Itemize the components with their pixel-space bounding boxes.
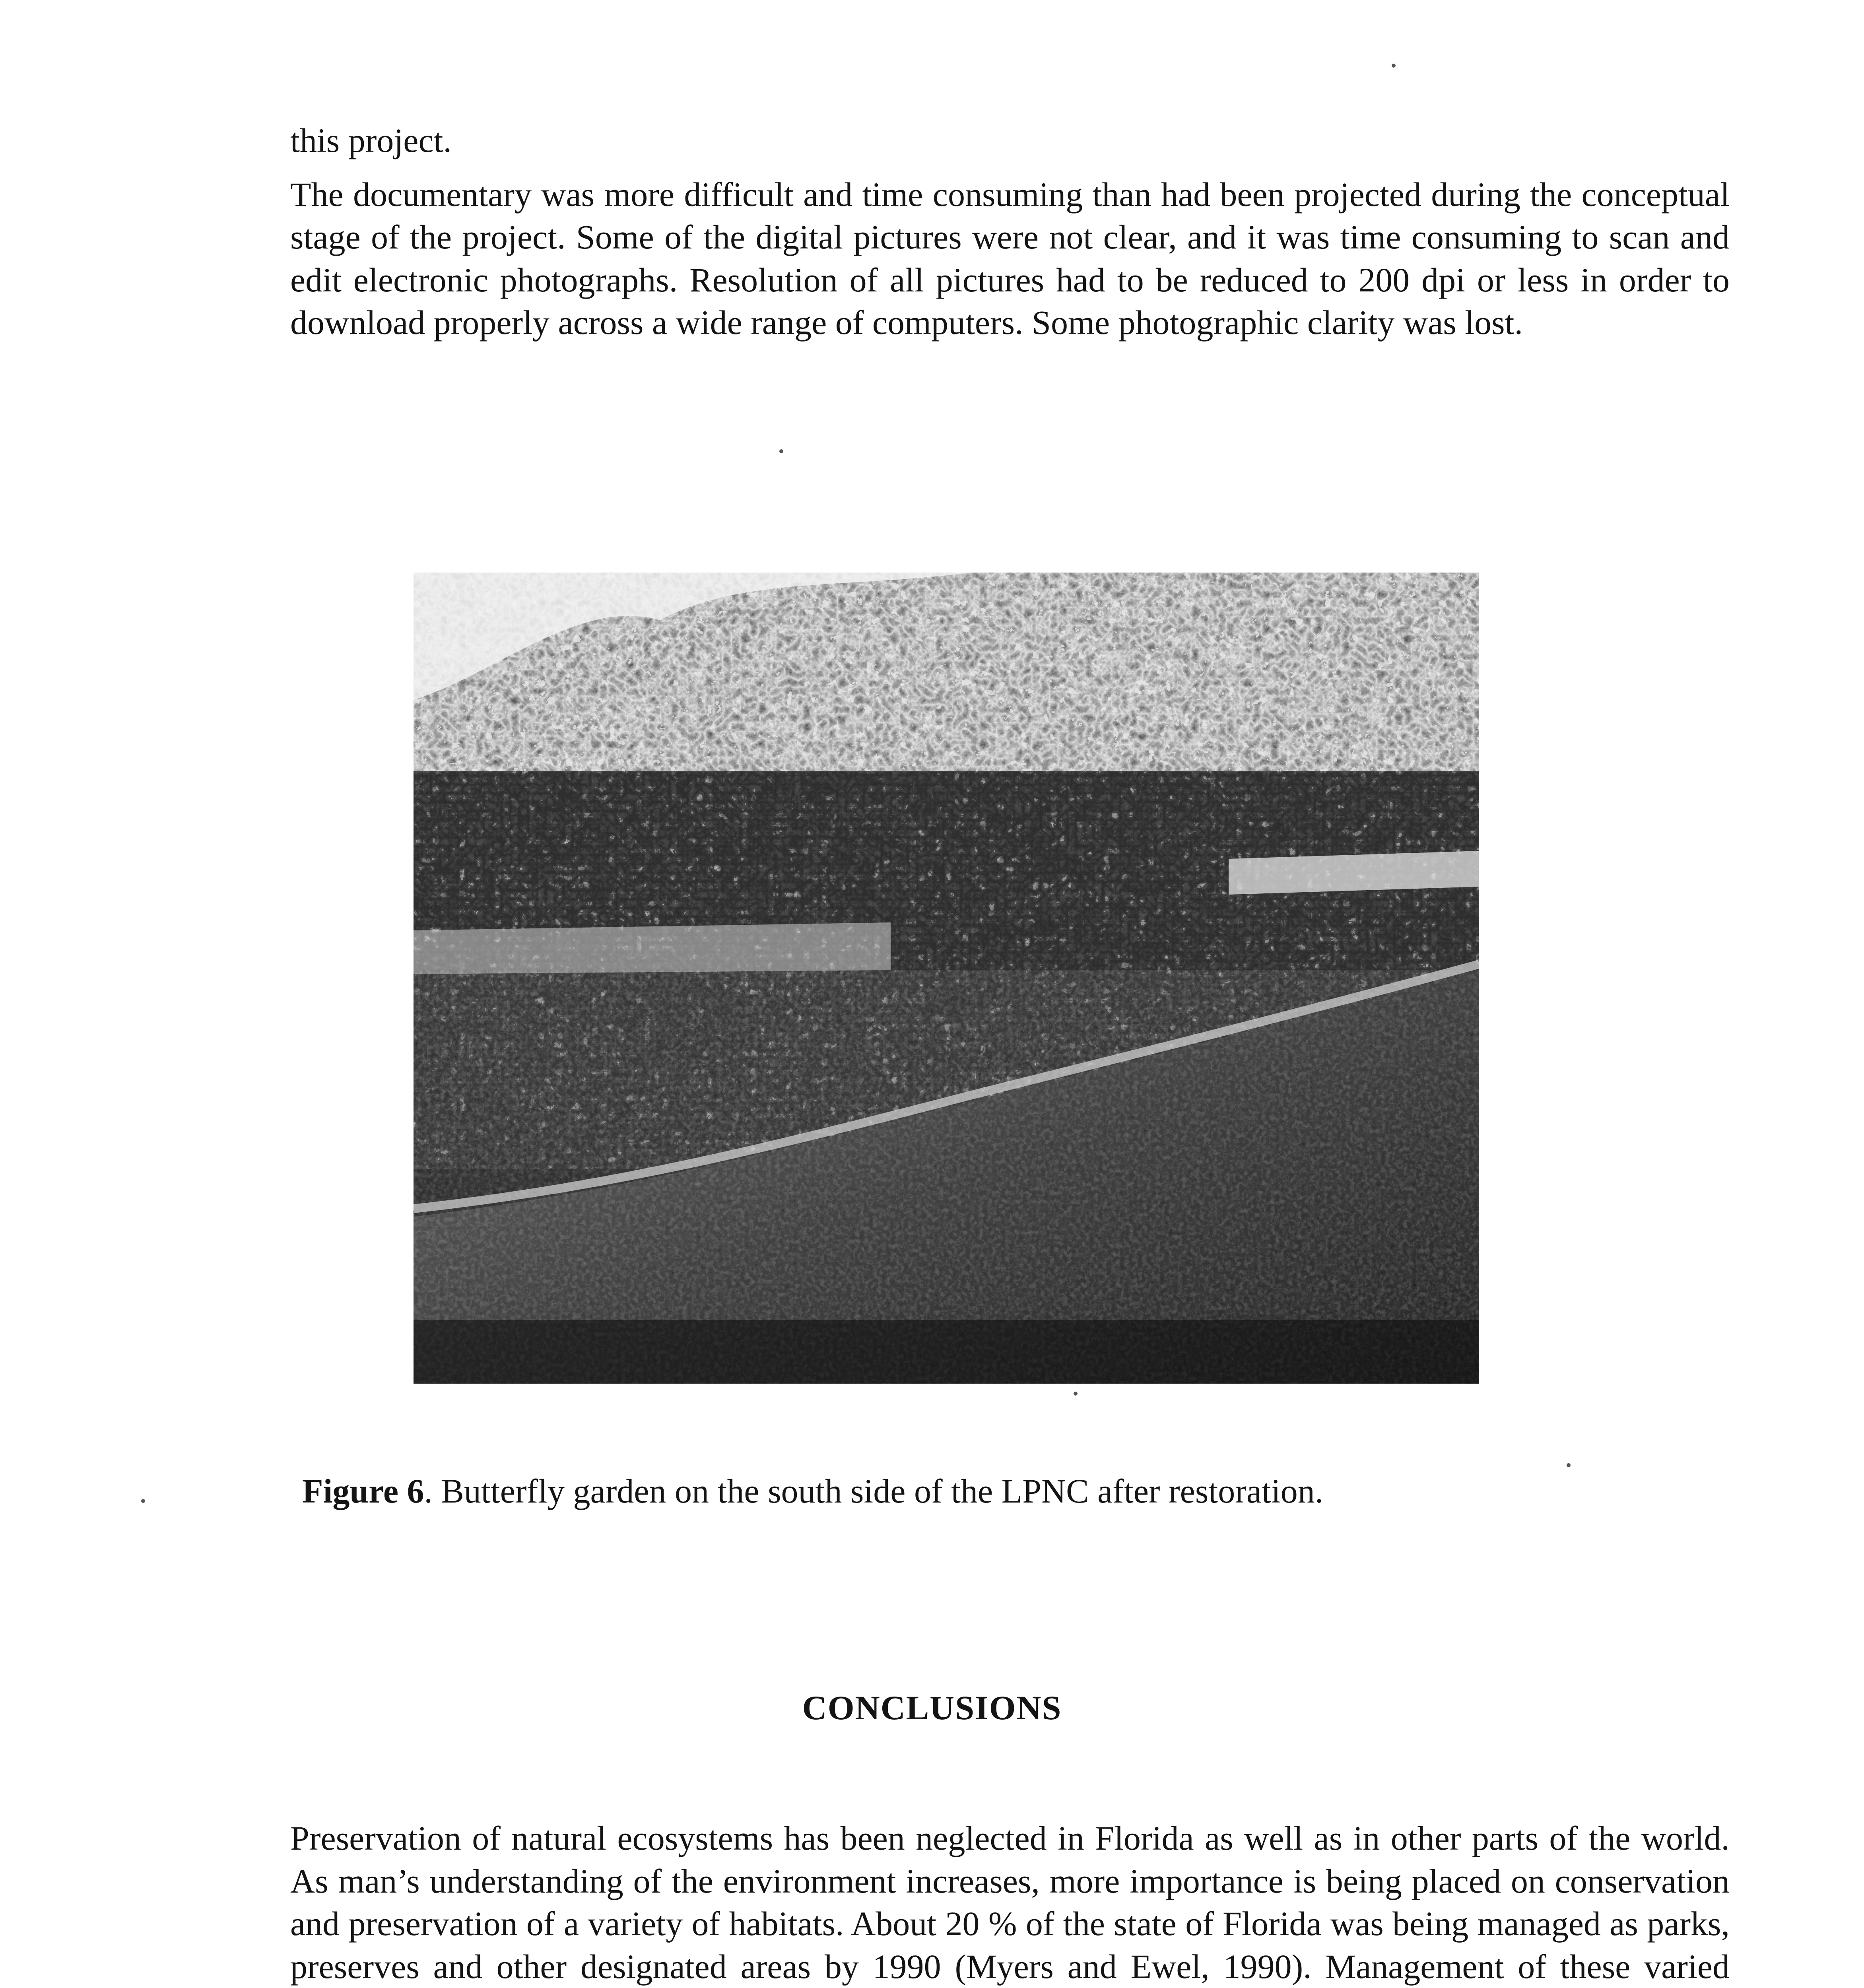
- conclusions-block: [290, 1817, 1730, 1988]
- intro-fragment: this project.: [290, 121, 452, 159]
- documentary-paragraph: The documentary was more difficult and time consuming than had been projected during the conceptual stage of the project. Some of the digital pictures were not clear, and it was time consuming to scan and edit electronic photographs. Resolution of all pictures had to be reduced to 200 dpi or less in order to download properly across a wide range of computers. Some photographic clarity was lost.: [290, 175, 1730, 342]
- scan-speck: [1567, 1463, 1571, 1467]
- butterfly-garden-photo: [414, 573, 1479, 1384]
- figure-label: Figure 6: [302, 1472, 424, 1510]
- conclusions-paragraph: Preservation of natural ecosystems has been neglected in Florida as well as in other parts of the world. As man’s understanding of the environment increases, more importance is being placed on conservation and preservation of a variety of habitats. About 20 % of the state of Florida was being managed as parks, preserves and other designated areas by 1990 (Myers and Ewel, 1990). Management of these varied: [290, 1819, 1730, 1986]
- top-text-block: [290, 119, 1730, 355]
- figure-caption: [302, 1471, 1323, 1511]
- scan-speck: [779, 449, 783, 453]
- scan-speck: [1074, 1392, 1078, 1396]
- scan-speck: [141, 1499, 145, 1503]
- figure-caption-text: . Butterfly garden on the south side of the LPNC after restoration.: [424, 1472, 1324, 1510]
- scan-speck: [1392, 64, 1396, 68]
- section-heading: CONCLUSIONS: [802, 1689, 1062, 1727]
